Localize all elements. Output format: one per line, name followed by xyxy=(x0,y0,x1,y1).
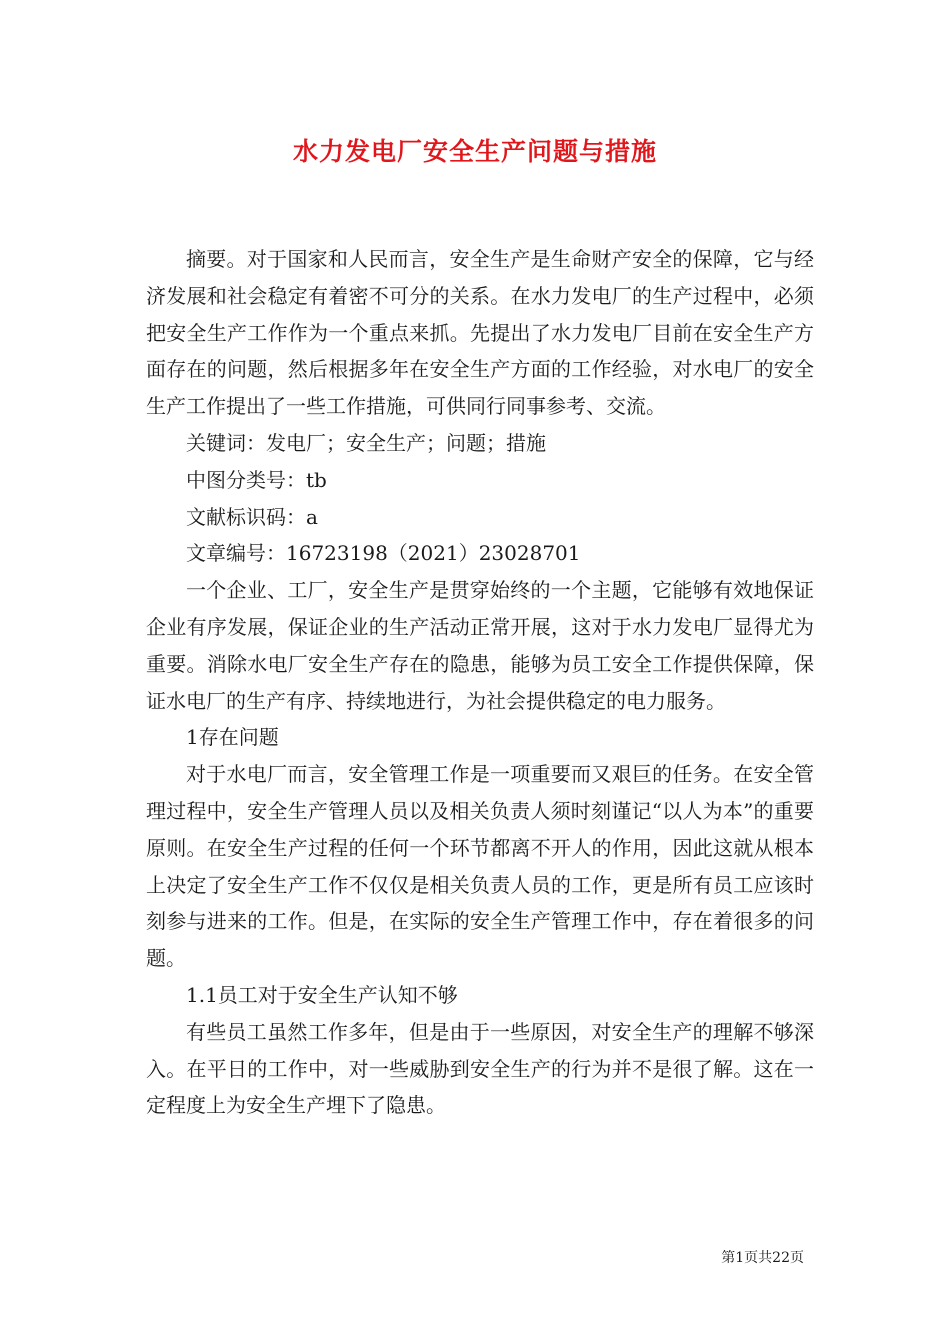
subsection-heading-1-1: 1.1员工对于安全生产认知不够 xyxy=(186,982,458,1007)
section-heading-1: 1存在问题 xyxy=(186,725,279,750)
keywords-line: 关键词：发电厂；安全生产；问题；措施 xyxy=(186,430,546,455)
document-body xyxy=(146,241,814,1124)
document-title: 水力发电厂安全生产问题与措施 xyxy=(292,137,657,166)
abstract-paragraph: 摘要。对于国家和人民而言，安全生产是生命财产安全的保障，它与经济发展和社会稳定有着密不可分的关系。在水力发电厂的生产过程中，必须把安全生产工作作为一个重点来抓。先提出了水力发电厂目前在安全生产方面存在的问题，然后根据多年在安全生产方面的工作经验，对水电厂的安全生产工作提出了一些工作措施，可供同行同事参考、交流。 xyxy=(146,247,814,419)
classification-line: 中图分类号：tb xyxy=(186,467,327,492)
article-number-line: 文章编号：16723198（2021）23028701 xyxy=(186,541,581,566)
section-1-paragraph: 对于水电厂而言，安全管理工作是一项重要而又艰巨的任务。在安全管理过程中，安全生产管理人员以及相关负责人须时刻谨记“以人为本”的重要原则。在安全生产过程的任何一个环节都离不开人的作用，因此这就从根本上决定了安全生产工作不仅仅是相关负责人员的工作，更是所有员工应该时刻参与进来的工作。但是，在实际的安全生产管理工作中，存在着很多的问题。 xyxy=(146,762,814,971)
document-code-line: 文献标识码：a xyxy=(186,504,318,529)
intro-paragraph: 一个企业、工厂，安全生产是贯穿始终的一个主题，它能够有效地保证企业有序发展，保证企业的生产活动正常开展，这对于水力发电厂显得尤为重要。消除水电厂安全生产存在的隐患，能够为员工安全工作提供保障，保证水电厂的生产有序、持续地进行，为社会提供稳定的电力服务。 xyxy=(146,578,814,713)
page-number-footer: 第1页共22页 xyxy=(721,1250,804,1266)
subsection-1-1-paragraph: 有些员工虽然工作多年，但是由于一些原因，对安全生产的理解不够深入。在平日的工作中，对一些威胁到安全生产的行为并不是很了解。这在一定程度上为安全生产埋下了隐患。 xyxy=(146,1019,814,1118)
